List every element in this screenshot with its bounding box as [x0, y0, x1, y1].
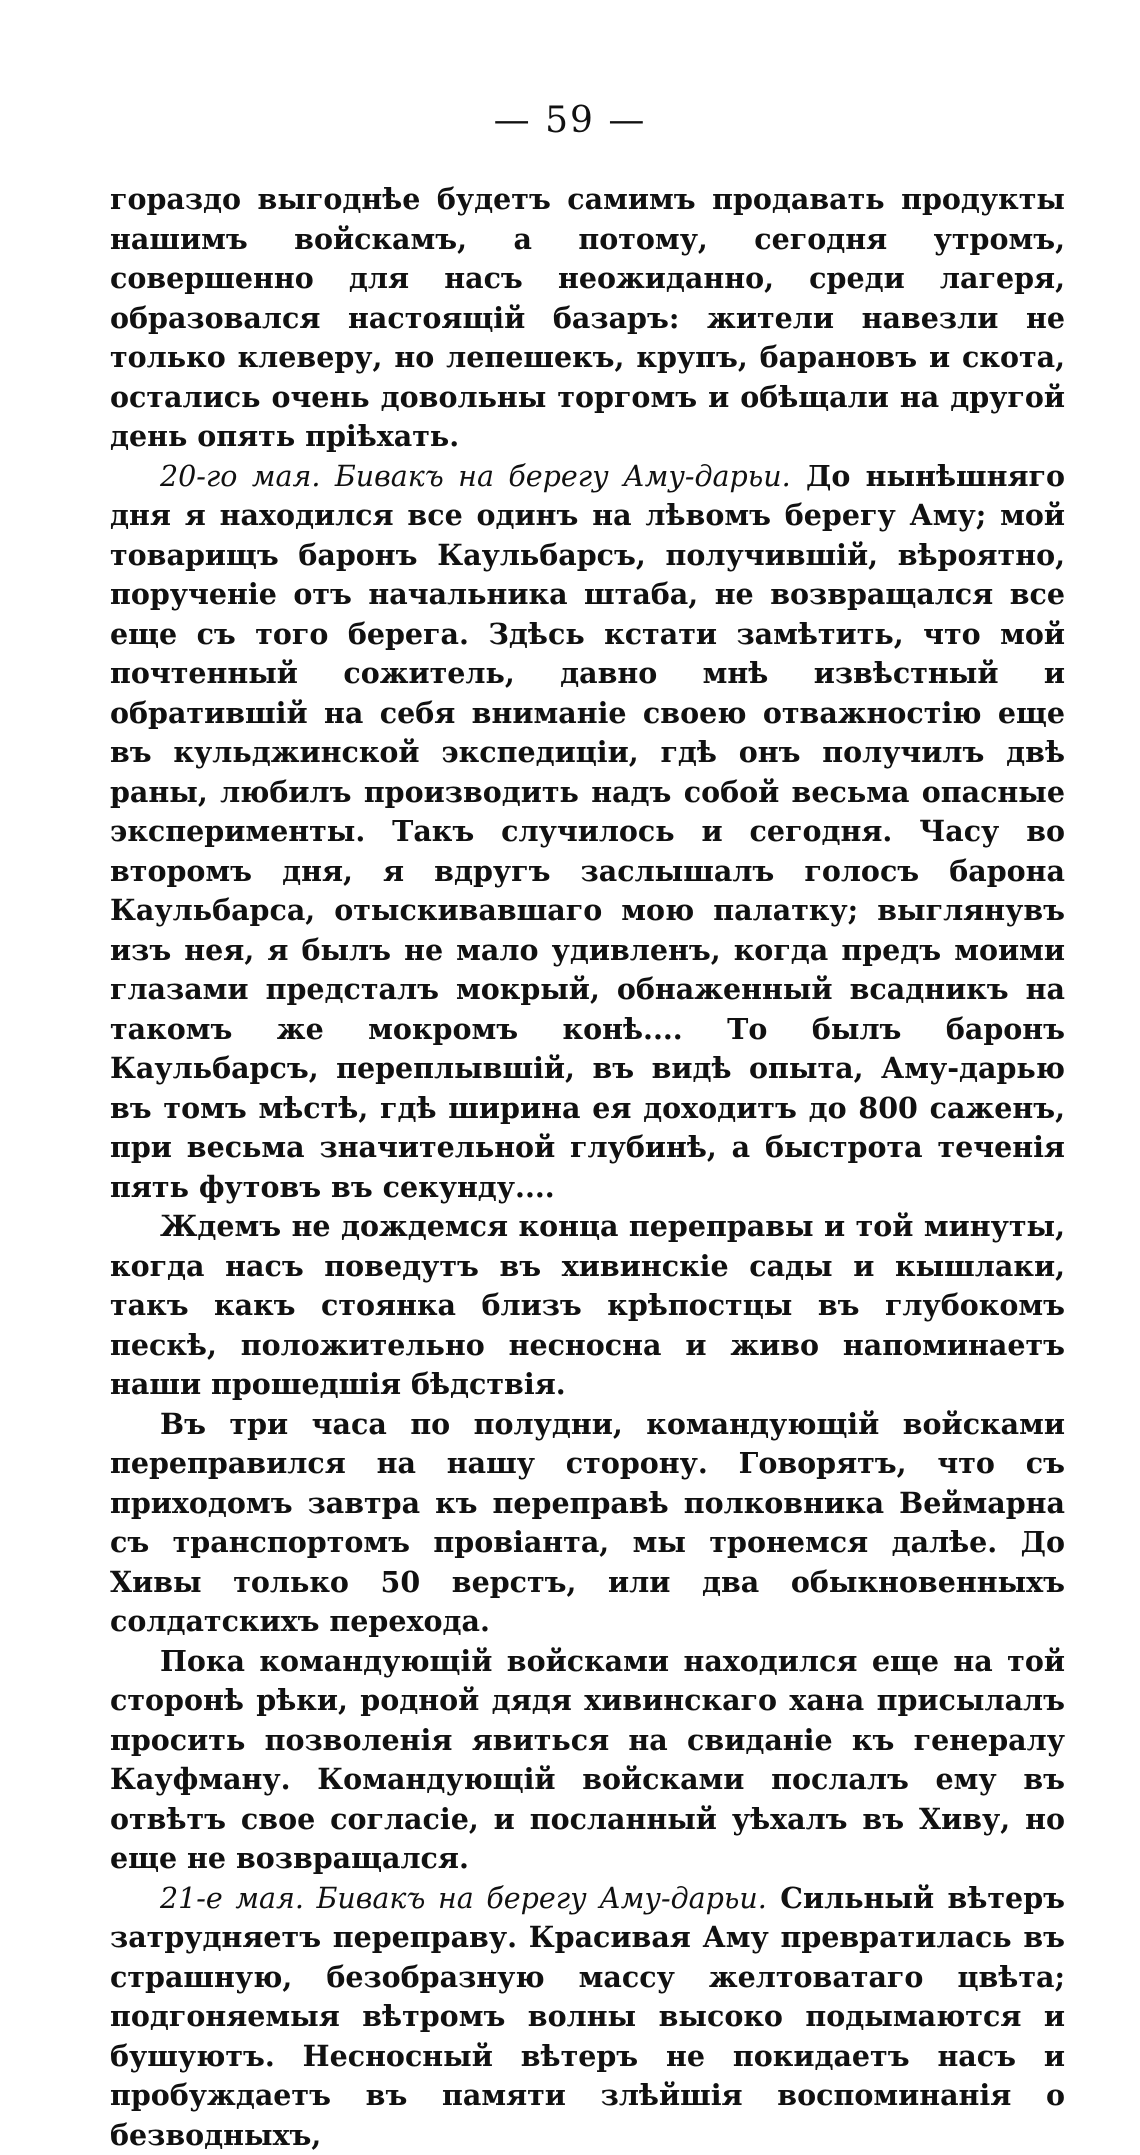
- paragraph-waiting: Ждемъ не дождемся конца переправы и той минуты, когда насъ поведутъ въ хивинскіе сады и кышлаки, такъ какъ стоянка близъ крѣпостцы въ глубокомъ пескѣ, положительно несносна и живо напоминаетъ наши прошедшія бѣдствія.: [110, 1207, 1065, 1405]
- paragraph-text: Сильный вѣтеръ затрудняетъ переправу. Красивая Аму превратилась въ страшную, безобразную массу желтоватаго цвѣта; подгоняемыя вѣтромъ волны высоко подымаются и бушуютъ. Несносный вѣтеръ не покидаетъ насъ и пробуждаетъ въ памяти злѣйшія воспоминанія о безводныхъ,: [110, 1881, 1065, 2152]
- body-text: [110, 180, 1065, 2155]
- paragraph-may-21: [110, 1879, 1065, 2155]
- paragraph-may-20: [110, 457, 1065, 1208]
- entry-heading-may-21: 21-е мая. Бивакъ на берегу Аму-дарьи.: [160, 1882, 767, 1915]
- paragraph-continuation: гораздо выгоднѣе будетъ самимъ продавать продукты нашимъ войскамъ, а потому, сегодня утромъ, совершенно для насъ неожиданно, среди лагеря, образовался настоящій базаръ: жители навезли не только клеверу, но лепешекъ, крупъ, барановъ и скота, остались очень довольны торгомъ и обѣщали на другой день опять пріѣхать.: [110, 180, 1065, 457]
- entry-heading-may-20: 20-го мая. Бивакъ на берегу Аму-дарьи.: [160, 460, 791, 493]
- paragraph-crossing: Въ три часа по полудни, командующій войсками переправился на нашу сторону. Говорятъ, что съ приходомъ завтра къ переправѣ полковника Веймарна съ транспортомъ провіанта, мы тронемся далѣе. До Хивы только 50 верстъ, или два обыкновенныхъ солдатскихъ перехода.: [110, 1405, 1065, 1642]
- page-number: — 59 —: [0, 100, 1140, 141]
- paragraph-text: До нынѣшняго дня я находился все одинъ на лѣвомъ берегу Аму; мой товарищъ баронъ Каульбарсъ, получившій, вѣроятно, порученіе отъ начальника штаба, не возвращался все еще съ того берега. Здѣсь кстати замѣтить, что мой почтенный сожитель, давно мнѣ извѣстный и обратившій на себя вниманіе своею отважностію еще въ кульджинской экспедиціи, гдѣ онъ получилъ двѣ раны, любилъ производить надъ собой весьма опасные эксперименты. Такъ случилось и сегодня. Часу во второмъ дня, я вдругъ заслышалъ голосъ барона Каульбарса, отыскивавшаго мою палатку; выглянувъ изъ нея, я былъ не мало удивленъ, когда предъ моими глазами предсталъ мокрый, обнаженный всадникъ на такомъ же мокромъ конѣ.... То былъ баронъ Каульбарсъ, переплывшій, въ видѣ опыта, Аму-дарью въ томъ мѣстѣ, гдѣ ширина ея доходитъ до 800 саженъ, при весьма значительной глубинѣ, а быстрота теченія пять футовъ въ секунду....: [110, 459, 1065, 1204]
- paragraph-khan-uncle: Пока командующій войсками находился еще на той сторонѣ рѣки, родной дядя хивинскаго хана присылалъ просить позволенія явиться на свиданіе къ генералу Кауфману. Командующій войсками послалъ ему въ отвѣтъ свое согласіе, и посланный уѣхалъ въ Хиву, но еще не возвращался.: [110, 1642, 1065, 1879]
